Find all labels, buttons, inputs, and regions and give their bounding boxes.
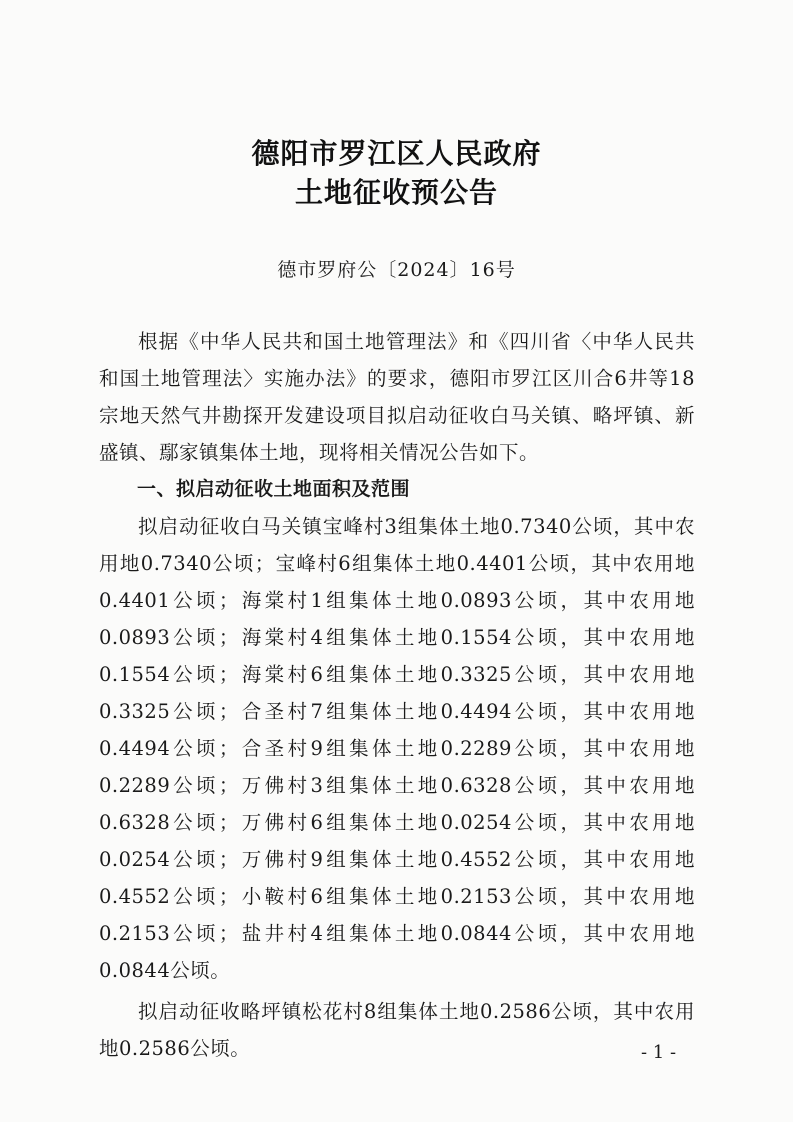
section-heading: 一、拟启动征收土地面积及范围 <box>137 478 411 500</box>
intro-paragraph: 根据《中华人民共和国土地管理法》和《四川省〈中华人民共和国土地管理法〉实施办法》的要求，德阳市罗江区川合6井等18宗地天然气井勘探开发建设项目拟启动征收白马关镇、略坪镇、新盛镇、鄢家镇集体土地，现将相关情况公告如下。 <box>99 330 695 464</box>
document-number: 德市罗府公〔2024〕16号 <box>277 259 516 281</box>
document-body <box>99 323 695 1067</box>
lueping-paragraph: 拟启动征收略坪镇松花村8组集体土地0.2586公顷，其中农用地0.2586公顷。 <box>99 1000 695 1060</box>
page-number: - 1 - <box>641 1042 677 1063</box>
document-title-line1: 德阳市罗江区人民政府 <box>251 137 542 170</box>
baimaguan-paragraph: 拟启动征收白马关镇宝峰村3组集体土地0.7340公顷，其中农用地0.7340公顷；宝峰村6组集体土地0.4401公顷，其中农用地0.4401公顷；海棠村1组集体土地0.0893公顷，其中农用地0.0893公顷；海棠村4组集体土地0.1554公顷，其中农用地0.1554公顷；海棠村6组集体土地0.3325公顷，其中农用地0.3325公顷；合圣村7组集体土地0.4494公顷，其中农用地0.4494公顷；合圣村9组集体土地0.2289公顷，其中农用地0.2289公顷；万佛村3组集体土地0.6328公顷，其中农用地0.6328公顷；万佛村6组集体土地0.0254公顷，其中农用地0.0254公顷；万佛村9组集体土地0.4552公顷，其中农用地0.4552公顷；小鞍村6组集体土地0.2153公顷，其中农用地0.2153公顷；盐井村4组集体土地0.0844公顷，其中农用地0.0844公顷。 <box>99 515 695 982</box>
document-title-line2: 土地征收预公告 <box>294 176 498 209</box>
